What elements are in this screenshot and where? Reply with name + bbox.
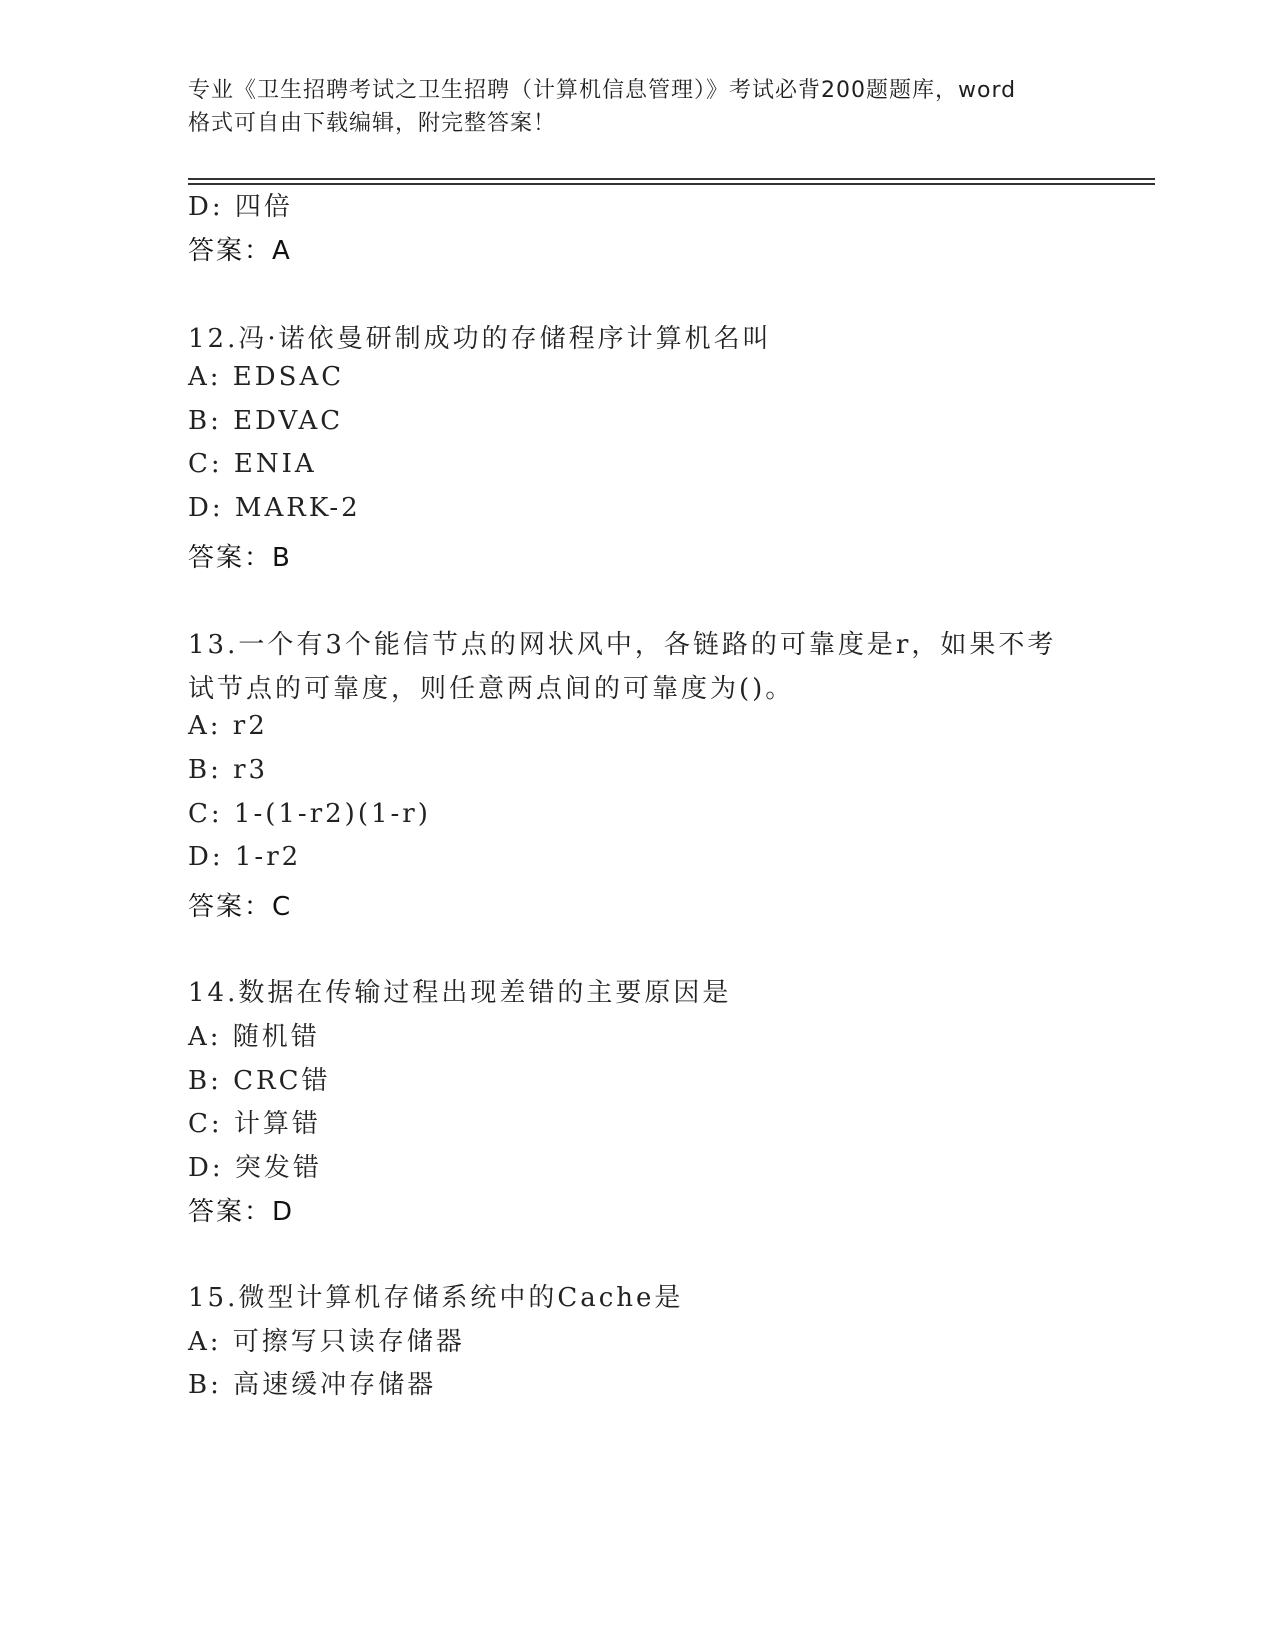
q14-answer: 答案：D (188, 1197, 295, 1227)
q12-answer: 答案：B (188, 543, 292, 573)
q15-stem: 15.微型计算机存储系统中的Cache是 (188, 1283, 684, 1313)
header-line-2: 格式可自由下载编辑，附完整答案！ (188, 111, 557, 136)
header-divider-bottom (188, 183, 1155, 185)
q13-option-c: C: 1-(1-r2)(1-r) (188, 799, 431, 829)
q14-option-a: A: 随机错 (188, 1022, 320, 1052)
q13-stem-line-1: 13.一个有3个能信节点的网状风中，各链路的可靠度是r，如果不考 (188, 630, 1057, 660)
header-line-1: 专业《卫生招聘考试之卫生招聘（计算机信息管理）》考试必背200题题库，word (188, 78, 1017, 103)
q13-option-b: B: r3 (188, 755, 269, 785)
q12-stem: 12.冯·诺依曼研制成功的存储程序计算机名叫 (188, 324, 772, 354)
prev-answer: 答案：A (188, 236, 292, 266)
q13-stem-line-2: 试节点的可靠度，则任意两点间的可靠度为()。 (188, 674, 795, 704)
header-divider-top (188, 178, 1155, 180)
q12-option-b: B: EDVAC (188, 406, 344, 436)
q14-stem: 14.数据在传输过程出现差错的主要原因是 (188, 978, 732, 1008)
q15-option-a: A: 可擦写只读存储器 (188, 1327, 465, 1357)
q12-option-c: C: ENIA (188, 449, 317, 479)
q12-option-a: A: EDSAC (188, 362, 345, 392)
q12-option-d: D: MARK-2 (188, 493, 361, 523)
q13-option-d: D: 1-r2 (188, 842, 302, 872)
q13-answer: 答案：C (188, 892, 293, 922)
q15-option-b: B: 高速缓冲存储器 (188, 1370, 437, 1400)
q13-option-a: A: r2 (188, 711, 268, 741)
q14-option-d: D: 突发错 (188, 1153, 322, 1183)
q14-option-c: C: 计算错 (188, 1109, 321, 1139)
document-header (188, 74, 1108, 140)
prev-option-d: D: 四倍 (188, 192, 293, 222)
q14-option-b: B: CRC错 (188, 1066, 331, 1096)
